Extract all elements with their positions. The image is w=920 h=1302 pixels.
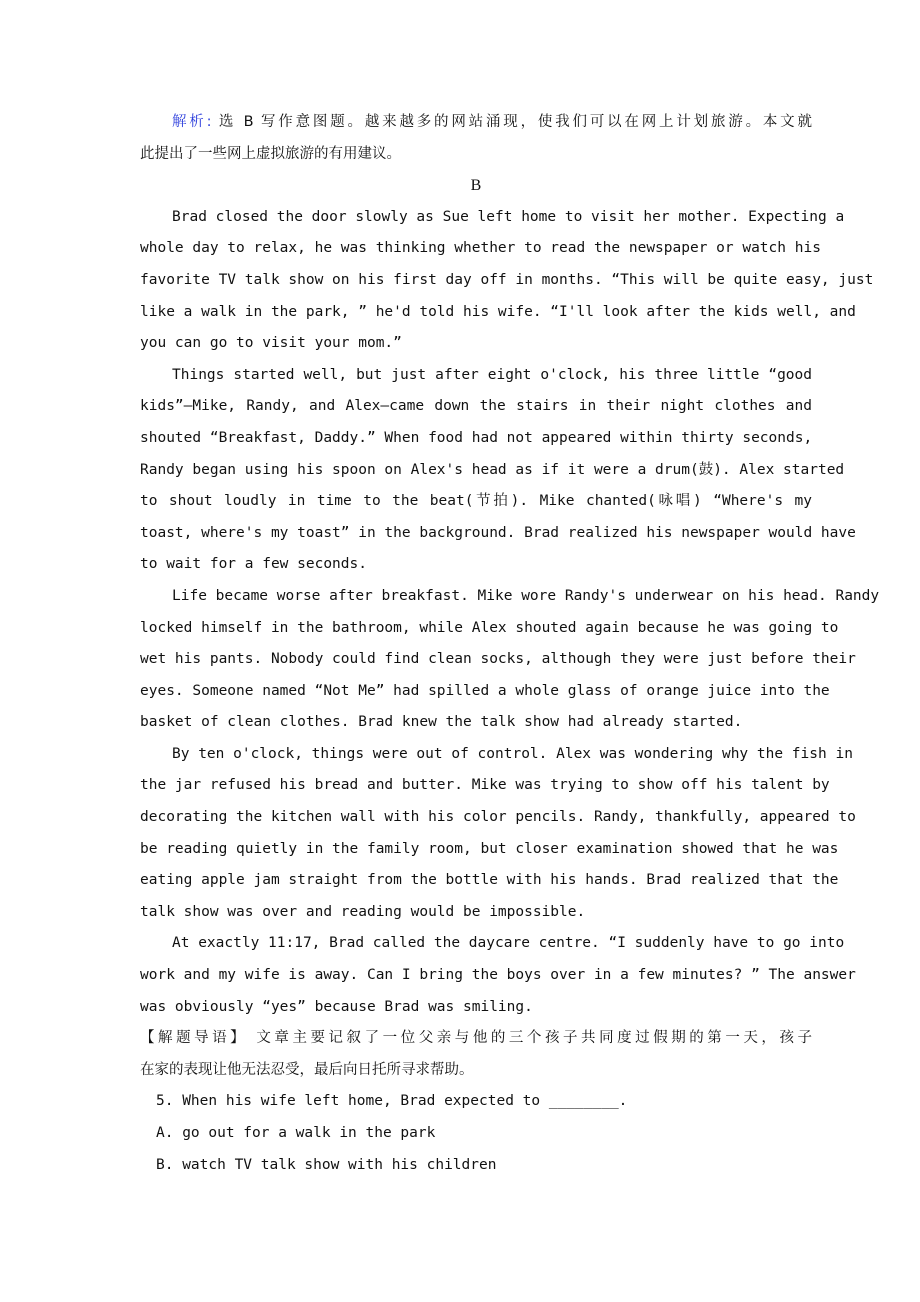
- paragraph-line: kids”—Mike, Randy, and Alex—came down the stairs in their night clothes and: [140, 398, 812, 415]
- paragraph-line: shouted “Breakfast, Daddy.” When food had not appeared within thirty seconds,: [140, 429, 813, 446]
- passage: [140, 202, 880, 1087]
- paragraph-line: eating apple jam straight from the bottle with his hands. Brad realized that the: [140, 872, 839, 889]
- paragraph-line: Randy began using his spoon on Alex's head as if it were a drum(鼓). Alex started: [140, 461, 845, 478]
- paragraph-line: talk show was over and reading would be impossible.: [140, 903, 586, 920]
- paragraph-line: you can go to visit your mom.”: [140, 335, 402, 352]
- analysis-label: 解析:: [172, 114, 212, 130]
- paragraph-line: like a walk in the park, ” he'd told his wife. “I'll look after the kids well, and: [140, 303, 856, 320]
- section-title: B: [470, 177, 482, 195]
- paragraph-line: work and my wife is away. Can I bring the boys over in a few minutes? ” The answer: [140, 967, 856, 984]
- paragraph-line: was obviously “yes” because Brad was smiling.: [140, 998, 533, 1015]
- paragraph-line: locked himself in the bathroom, while Alex shouted again because he was going to: [140, 619, 839, 636]
- analysis-line-2: 此提出了一些网上虚拟旅游的有用建议。: [140, 145, 401, 162]
- paragraph-line: Brad closed the door slowly as Sue left home to visit her mother. Expecting a: [172, 208, 845, 225]
- paragraph-line: to wait for a few seconds.: [140, 556, 367, 573]
- paragraph-line: Life became worse after breakfast. Mike wore Randy's underwear on his head. Randy: [172, 587, 880, 604]
- paragraph-line: favorite TV talk show on his first day off in months. “This will be quite easy, just: [140, 271, 874, 288]
- paragraph-line: 【解题导语】 文章主要记叙了一位父亲与他的三个孩子共同度过假期的第一天，孩子: [140, 1030, 812, 1047]
- paragraph-line: At exactly 11:17, Brad called the daycare centre. “I suddenly have to go into: [172, 935, 845, 952]
- option-b: B. watch TV talk show with his children: [156, 1156, 497, 1173]
- paragraph-line: By ten o'clock, things were out of control. Alex was wondering why the fish in: [172, 745, 853, 762]
- analysis-text: 选 B 写作意图题。越来越多的网站涌现，使我们可以在网上计划旅游。本文就: [211, 114, 812, 130]
- analysis-line-1: [140, 107, 812, 139]
- paragraph-line: decorating the kitchen wall with his color pencils. Randy, thankfully, appeared to: [140, 809, 856, 826]
- paragraph-line: toast, where's my toast” in the background. Brad realized his newspaper would have: [140, 524, 856, 541]
- paragraph-line: Things started well, but just after eight o'clock, his three little “good: [172, 366, 812, 383]
- paragraph-line: the jar refused his bread and butter. Mike was trying to show off his talent by: [140, 777, 830, 794]
- question-stem: 5. When his wife left home, Brad expected to ________.: [156, 1093, 628, 1110]
- paragraph-line: to shout loudly in time to the beat(节拍). Mike chanted(咏唱) “Where's my: [140, 493, 812, 510]
- paragraph-line: basket of clean clothes. Brad knew the talk show had already started.: [140, 714, 743, 731]
- paragraph-line: 在家的表现让他无法忍受，最后向日托所寻求帮助。: [140, 1061, 474, 1078]
- paragraph-line: wet his pants. Nobody could find clean socks, although they were just before their: [140, 651, 856, 668]
- paragraph-line: eyes. Someone named “Not Me” had spilled a whole glass of orange juice into the: [140, 682, 830, 699]
- document-page: [140, 107, 880, 1181]
- option-a: A. go out for a walk in the park: [156, 1125, 436, 1141]
- paragraph-line: whole day to relax, he was thinking whether to read the newspaper or watch his: [140, 240, 821, 257]
- paragraph-line: be reading quietly in the family room, but closer examination showed that he was: [140, 840, 839, 857]
